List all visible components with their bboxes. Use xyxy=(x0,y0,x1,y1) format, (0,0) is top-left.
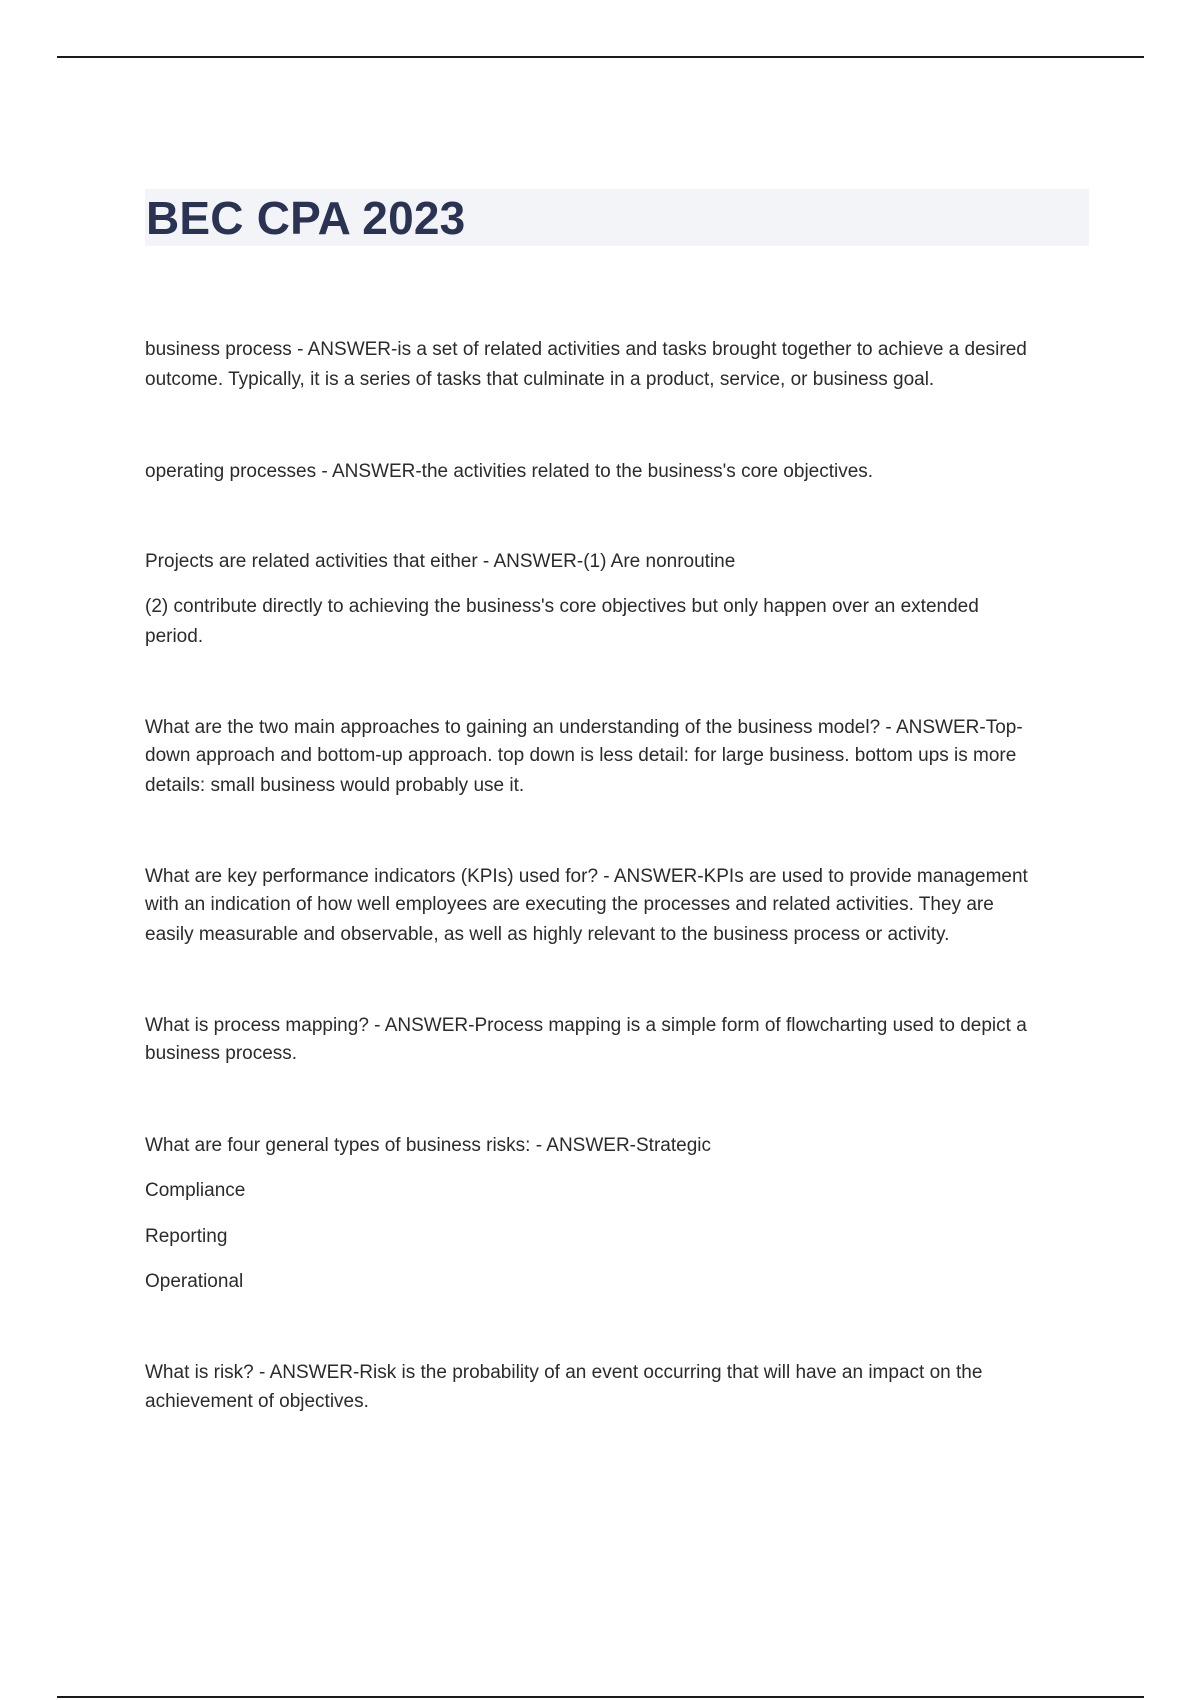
entry-1-line-1: business process - ANSWER-is a set of related activities and tasks brought together to achieve a desired xyxy=(145,339,1027,360)
entry-4-line-1: What are the two main approaches to gaining an understanding of the business model? - ANSWER-Top- xyxy=(145,717,1023,738)
entry-7-line-3: Reporting xyxy=(145,1226,228,1247)
entry-6-line-2: business process. xyxy=(145,1043,298,1064)
bottom-rule xyxy=(57,1696,1144,1698)
top-rule xyxy=(57,56,1144,58)
entry-6-line-1: What is process mapping? - ANSWER-Process mapping is a simple form of flowcharting used to depict a xyxy=(145,1015,1027,1036)
entry-7-line-1: What are four general types of business risks: - ANSWER-Strategic xyxy=(145,1135,711,1156)
entry-1-line-2: outcome. Typically, it is a series of tasks that culminate in a product, service, or business goal. xyxy=(145,369,935,390)
entry-5-line-3: easily measurable and observable, as well as highly relevant to the business process or activity. xyxy=(145,924,950,945)
entry-5-line-1: What are key performance indicators (KPIs) used for? - ANSWER-KPIs are used to provide management xyxy=(145,866,1028,887)
entry-7-line-2: Compliance xyxy=(145,1180,246,1201)
entry-2-line-1: operating processes - ANSWER-the activities related to the business's core objectives. xyxy=(145,461,874,482)
entry-5-line-2: with an indication of how well employees are executing the processes and related activities. They are xyxy=(145,894,994,915)
entry-4-line-3: details: small business would probably use it. xyxy=(145,775,525,796)
entry-8-line-1: What is risk? - ANSWER-Risk is the probability of an event occurring that will have an impact on the xyxy=(145,1362,983,1383)
entry-4-line-2: down approach and bottom-up approach. top down is less detail: for large business. bottom ups is more xyxy=(145,745,1017,766)
entry-8-line-2: achievement of objectives. xyxy=(145,1391,369,1412)
entry-3-line-2: (2) contribute directly to achieving the business's core objectives but only happen over an extended xyxy=(145,596,979,617)
page-title: BEC CPA 2023 xyxy=(146,192,466,244)
entry-7-line-4: Operational xyxy=(145,1271,244,1292)
entry-3-line-1: Projects are related activities that either - ANSWER-(1) Are nonroutine xyxy=(145,551,736,572)
entry-3-line-3: period. xyxy=(145,626,204,647)
